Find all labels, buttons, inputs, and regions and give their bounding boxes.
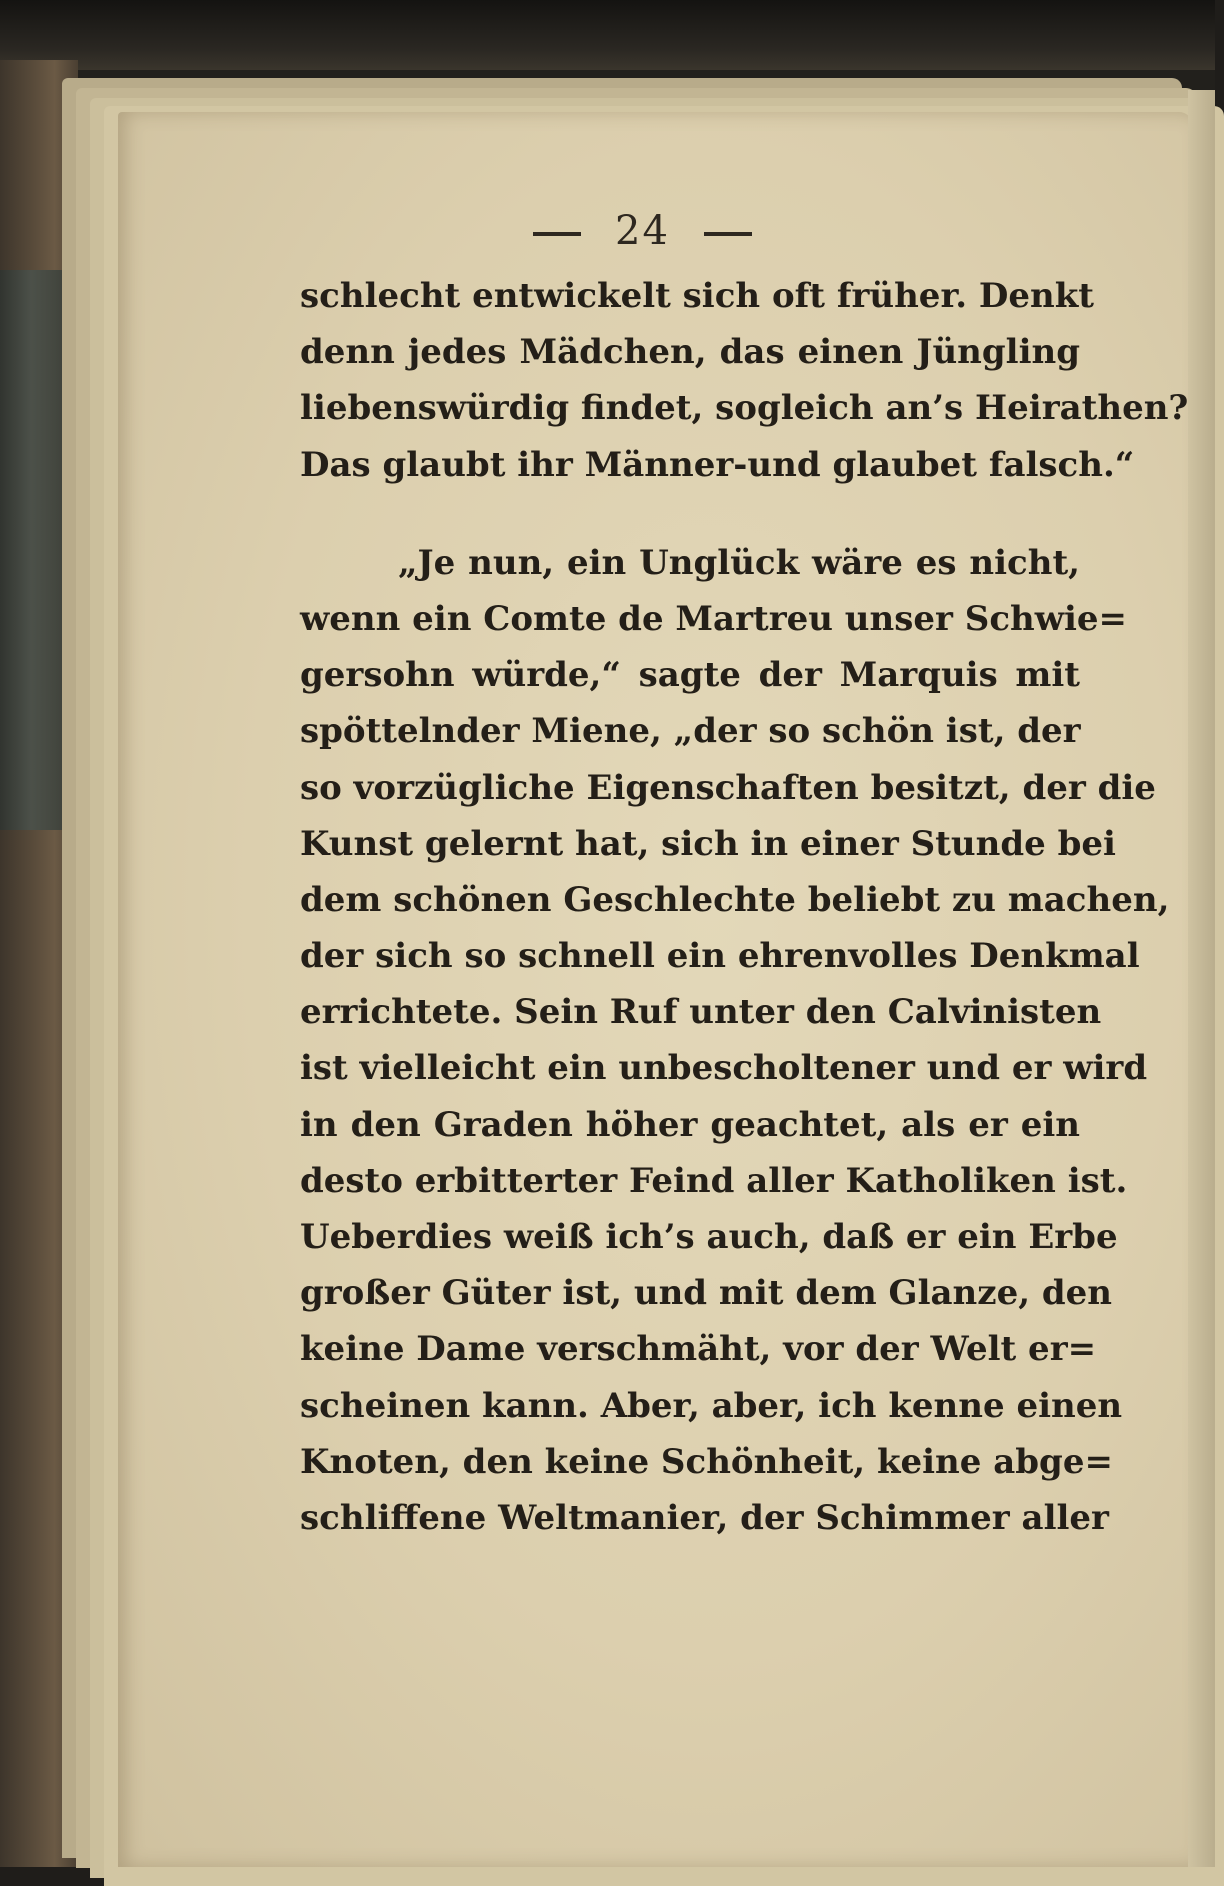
text-line: schlecht entwickelt sich oft früher. Denkt (300, 276, 1095, 316)
text-line: ist vielleicht ein unbescholtener und er wird (300, 1048, 1148, 1089)
text-line: Kunst gelernt hat, sich in einer Stunde bei (300, 823, 1116, 864)
text-line: in den Graden höher geachtet, als er ein (300, 1104, 1080, 1145)
text-line: schliffene Weltmanier, der Schimmer aller (300, 1497, 1109, 1538)
paragraph (300, 268, 1189, 493)
text-line: der sich so schnell ein ehrenvolles Denkmal (300, 936, 1140, 977)
text-line: denn jedes Mädchen, das einen Jüngling (300, 332, 1080, 373)
text-line: „Je nun, ein Unglück wäre es nicht, (398, 542, 1080, 583)
page-right-edge (1188, 90, 1215, 1867)
text-line: so vorzügliche Eigenschaften besitzt, der die (300, 767, 1156, 808)
text-line: großer Güter ist, und mit dem Glanze, den (300, 1273, 1112, 1314)
text-line: liebenswürdig findet, sogleich an’s Heirathen? (300, 388, 1189, 429)
text-line: wenn ein Comte de Martreu unser Schwie= (300, 598, 1128, 639)
page-number (0, 208, 1215, 254)
spine-cloth-patch (0, 270, 62, 830)
text-line: Knoten, den keine Schönheit, keine abge= (300, 1441, 1113, 1482)
text-line: keine Dame verschmäht, vor der Welt er= (300, 1329, 1097, 1370)
page-number-value: 24 (615, 208, 670, 254)
text-line: Ueberdies weiß ich’s auch, daß er ein Erbe (300, 1217, 1118, 1257)
text-line: Das glaubt ihr Männer-und glaubet falsch.“ (300, 444, 1135, 485)
text-line: spöttelnder Miene, „der so schön ist, der (300, 711, 1081, 752)
body-text (300, 268, 1189, 1546)
paragraph (300, 535, 1170, 1546)
text-line: gersohn würde,“ sagte der Marquis mit (300, 655, 1080, 696)
text-line: errichtete. Sein Ruf unter den Calvinisten (300, 992, 1102, 1033)
text-line: desto erbitterter Feind aller Katholiken ist. (300, 1160, 1128, 1201)
page-number-left-dash (533, 232, 581, 236)
text-line: dem schönen Geschlechte beliebt zu machen, (300, 879, 1170, 920)
page-number-right-dash (704, 232, 752, 236)
paragraph-gap (300, 493, 1080, 535)
book-top-edge (0, 0, 1215, 70)
text-line: scheinen kann. Aber, aber, ich kenne einen (300, 1385, 1123, 1426)
